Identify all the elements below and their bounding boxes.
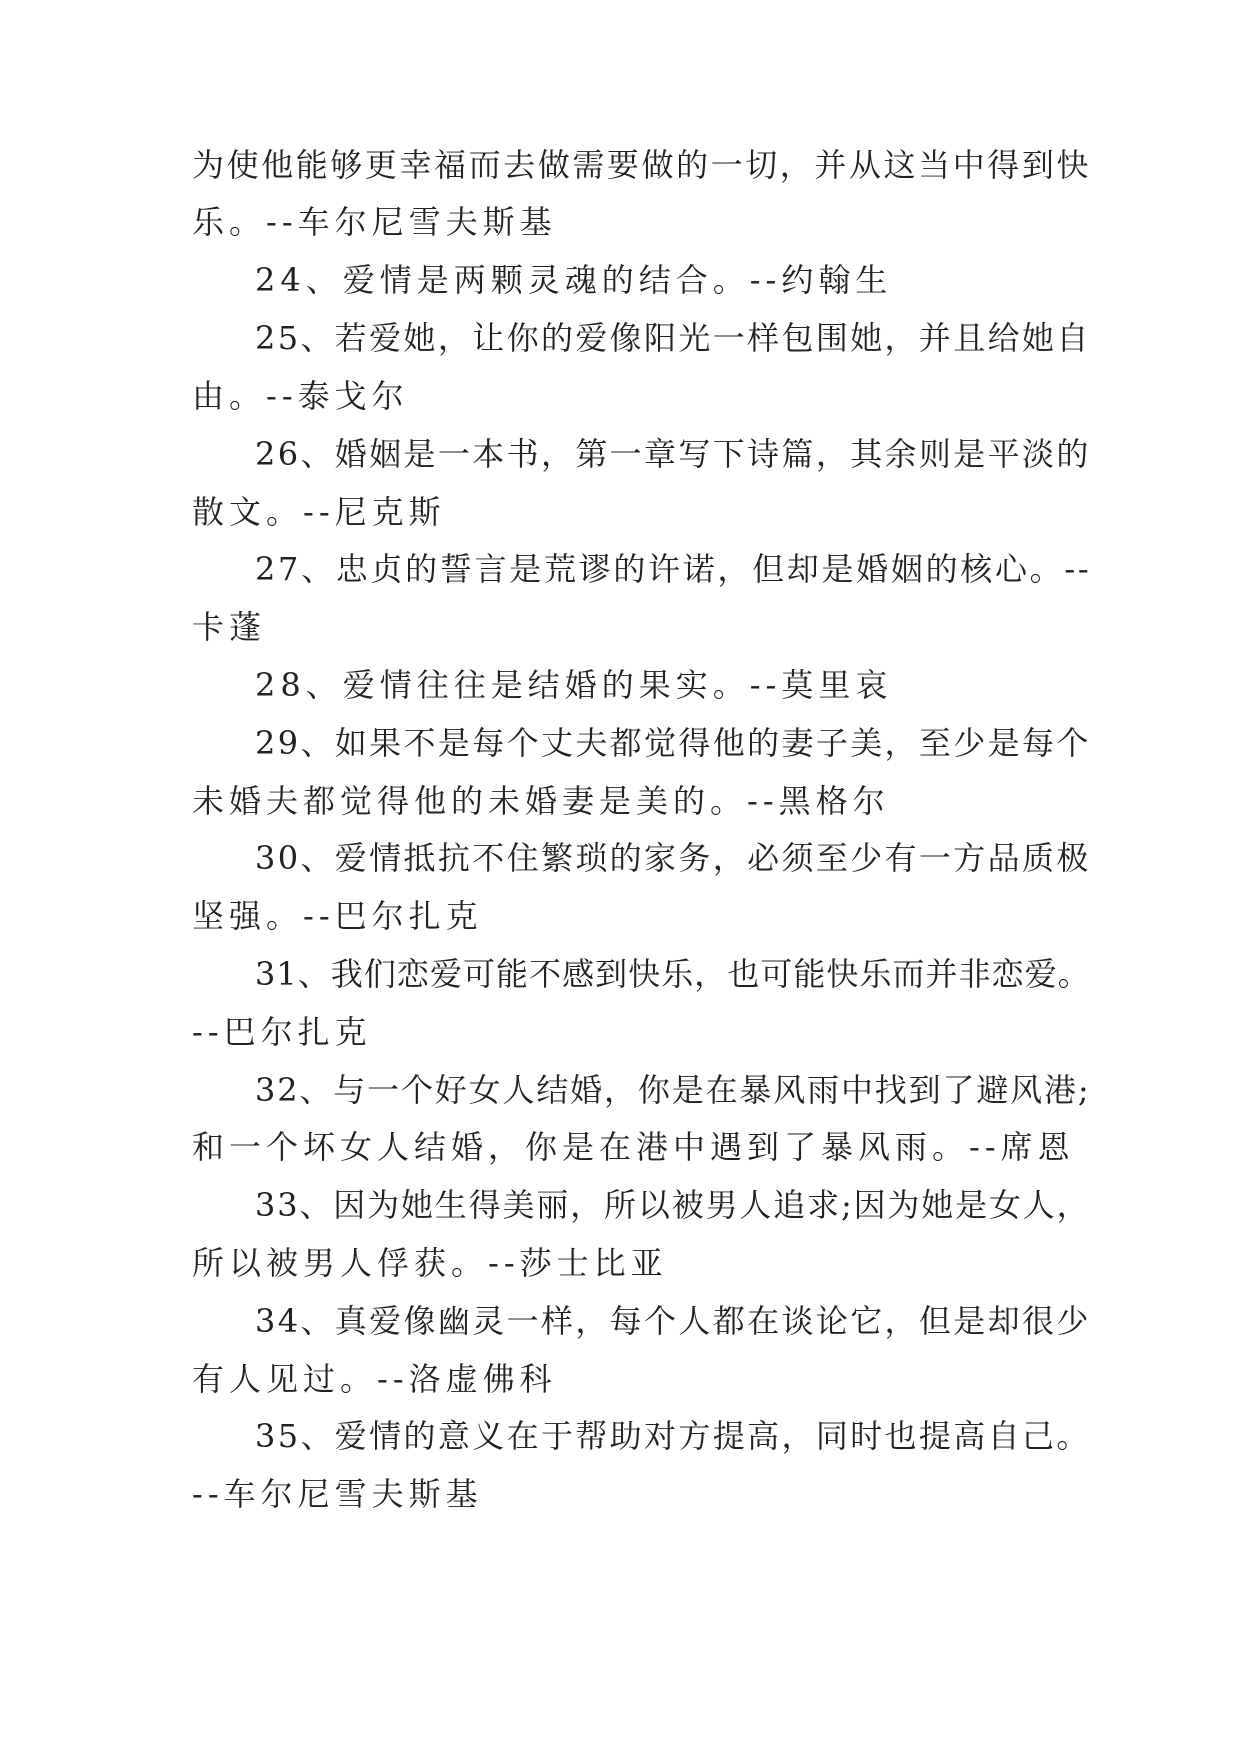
- text-line: 33、因为她生得美丽，所以被男人追求;因为她是女人，: [255, 1186, 1091, 1224]
- text-line: 29、如果不是每个丈夫都觉得他的妻子美，至少是每个: [255, 724, 1091, 762]
- text-line: 34、真爱像幽灵一样，每个人都在谈论它，但是却很少: [255, 1302, 1091, 1340]
- text-line: --车尔尼雪夫斯基: [192, 1475, 483, 1513]
- text-line: 为使他能够更幸福而去做需要做的一切，并从这当中得到快: [192, 146, 1092, 184]
- text-line: 有人见过。--洛虚佛科: [192, 1360, 557, 1398]
- text-line: 乐。--车尔尼雪夫斯基: [192, 203, 557, 241]
- text-line: 坚强。--巴尔扎克: [192, 897, 483, 935]
- text-line: --巴尔扎克: [192, 1013, 372, 1051]
- text-line: 散文。--尼克斯: [192, 493, 446, 531]
- text-line: 24、爱情是两颗灵魂的结合。--约翰生: [255, 261, 893, 299]
- text-line: 28、爱情往往是结婚的果实。--莫里哀: [255, 666, 893, 704]
- text-line: 未婚夫都觉得他的未婚妻是美的。--黑格尔: [192, 782, 890, 820]
- text-line: 所以被男人俘获。--莎士比亚: [192, 1244, 668, 1282]
- text-line: 27、忠贞的誓言是荒谬的许诺，但却是婚姻的核心。--: [255, 550, 1092, 588]
- text-line: 和一个坏女人结婚，你是在港中遇到了暴风雨。--席恩: [192, 1128, 1075, 1166]
- text-line: 卡蓬: [192, 608, 267, 646]
- text-line: 26、婚姻是一本书，第一章写下诗篇，其余则是平淡的: [255, 435, 1091, 473]
- text-line: 32、与一个好女人结婚，你是在暴风雨中找到了避风港;: [255, 1071, 1091, 1109]
- text-line: 30、爱情抵抗不住繁琐的家务，必须至少有一方品质极: [255, 839, 1091, 877]
- text-line: 31、我们恋爱可能不感到快乐，也可能快乐而并非恋爱。: [255, 955, 1091, 993]
- text-line: 由。--泰戈尔: [192, 377, 409, 415]
- text-line: 35、爱情的意义在于帮助对方提高，同时也提高自己。: [255, 1417, 1091, 1455]
- text-line: 25、若爱她，让你的爱像阳光一样包围她，并且给她自: [255, 319, 1091, 357]
